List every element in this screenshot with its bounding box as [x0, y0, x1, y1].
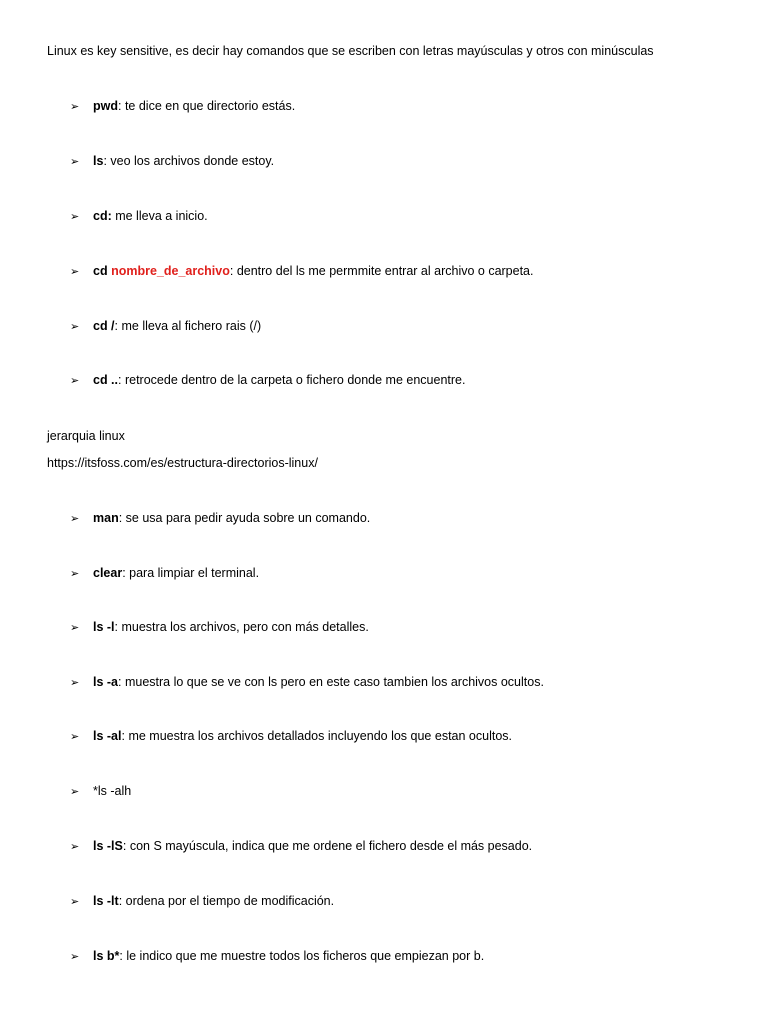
arrow-bullet-icon: ➢: [70, 320, 80, 333]
list-item: [70, 728, 512, 745]
command-description: : veo los archivos donde estoy.: [103, 154, 275, 168]
arrow-bullet-icon: ➢: [70, 567, 80, 580]
list-item: [70, 208, 208, 225]
command-name: ls -lS: [93, 839, 123, 853]
intro-paragraph: Linux es key sensitive, es decir hay comandos que se escriben con letras mayúsculas y otros con minúsculas: [47, 44, 654, 58]
command-description: : se usa para pedir ayuda sobre un comando.: [118, 511, 371, 525]
section-heading: jerarquia linux: [47, 429, 125, 443]
command-name: pwd: [93, 99, 118, 113]
arrow-bullet-icon: ➢: [70, 840, 80, 853]
list-item: [70, 948, 484, 965]
command-description: : muestra los archivos, pero con más detalles.: [114, 620, 369, 634]
command-name: cd ..: [93, 373, 119, 387]
list-item: [70, 783, 131, 800]
command-name: cd /: [93, 319, 115, 333]
command-description: : me lleva al fichero rais (/): [114, 319, 262, 333]
list-item: [70, 565, 259, 582]
list-item: [70, 510, 370, 527]
command-description: : te dice en que directorio estás.: [118, 99, 296, 113]
list-item: [70, 372, 465, 389]
command-description: : retrocede dentro de la carpeta o fichero donde me encuentre.: [118, 373, 466, 387]
command-description: : muestra lo que se ve con ls pero en este caso tambien los archivos ocultos.: [118, 675, 544, 689]
command-description: *ls -alh: [93, 784, 132, 798]
list-item: [70, 153, 274, 170]
arrow-bullet-icon: ➢: [70, 374, 80, 387]
command-description: : ordena por el tiempo de modificación.: [118, 894, 335, 908]
arrow-bullet-icon: ➢: [70, 621, 80, 634]
list-item: [70, 98, 295, 115]
command-name: cd:: [93, 209, 112, 223]
arrow-bullet-icon: ➢: [70, 730, 80, 743]
list-item: [70, 838, 532, 855]
command-name: ls -l: [93, 620, 115, 634]
command-description: : para limpiar el terminal.: [122, 566, 260, 580]
command-name: ls b*: [93, 949, 120, 963]
arrow-bullet-icon: ➢: [70, 155, 80, 168]
arrow-bullet-icon: ➢: [70, 210, 80, 223]
arrow-bullet-icon: ➢: [70, 785, 80, 798]
list-item: [70, 263, 533, 280]
command-name: man: [93, 511, 119, 525]
command-description: : me muestra los archivos detallados incluyendo los que estan ocultos.: [121, 729, 512, 743]
reference-url: https://itsfoss.com/es/estructura-directorios-linux/: [47, 456, 318, 470]
command-description: : dentro del ls me permmite entrar al archivo o carpeta.: [229, 264, 534, 278]
command-description: : le indico que me muestre todos los ficheros que empiezan por b.: [119, 949, 485, 963]
list-item: [70, 674, 544, 691]
command-description: : con S mayúscula, indica que me ordene el fichero desde el más pesado.: [122, 839, 533, 853]
arrow-bullet-icon: ➢: [70, 895, 80, 908]
arrow-bullet-icon: ➢: [70, 676, 80, 689]
arrow-bullet-icon: ➢: [70, 100, 80, 113]
command-name: ls -a: [93, 675, 119, 689]
command-name: ls -lt: [93, 894, 119, 908]
command-name: ls -al: [93, 729, 122, 743]
command-description: me lleva a inicio.: [111, 209, 208, 223]
arrow-bullet-icon: ➢: [70, 512, 80, 525]
list-item: [70, 893, 334, 910]
command-argument: nombre_de_archivo: [111, 264, 230, 278]
arrow-bullet-icon: ➢: [70, 950, 80, 963]
command-name: clear: [93, 566, 123, 580]
command-name: cd: [93, 264, 108, 278]
list-item: [70, 318, 261, 335]
list-item: [70, 619, 369, 636]
arrow-bullet-icon: ➢: [70, 265, 80, 278]
command-name: ls: [93, 154, 104, 168]
